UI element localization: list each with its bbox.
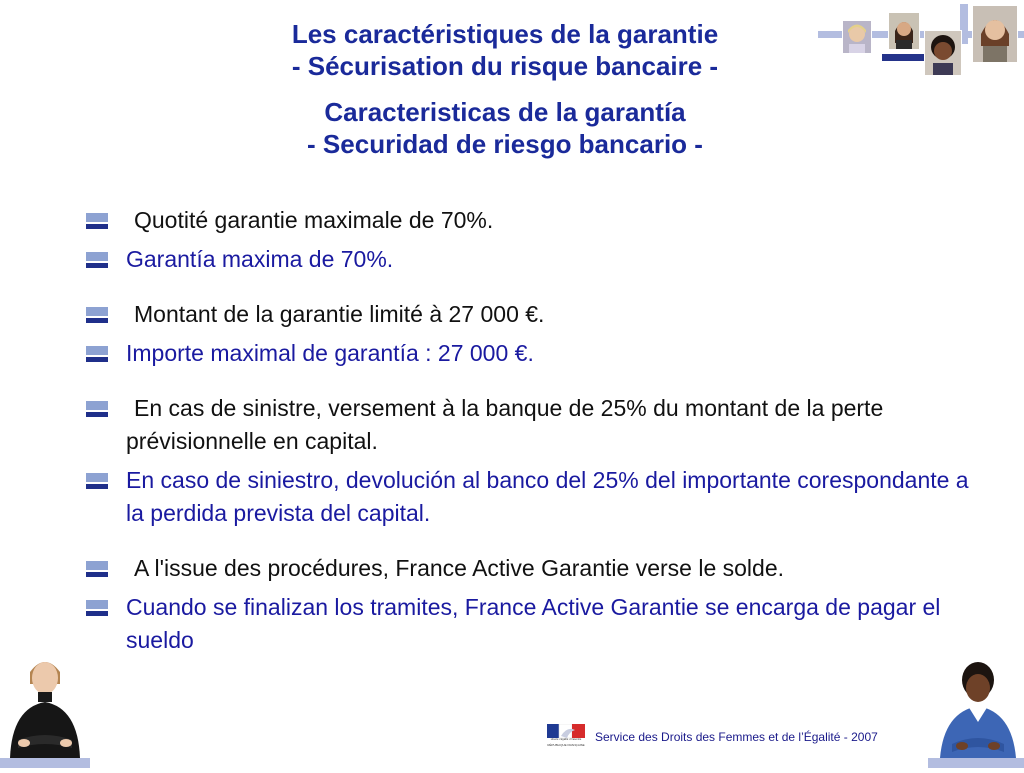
portrait-photo-4 [972, 5, 1018, 63]
bullet-text: Montant de la garantie limité à 27 000 €. [134, 301, 545, 327]
republique-francaise-logo [545, 724, 587, 752]
bullet-text: Garantía maxima de 70%. [126, 246, 394, 272]
bullet-marker-icon [86, 252, 108, 268]
bullet-marker-icon [86, 213, 108, 229]
footer-credit: Service des Droits des Femmes et de l’Égalité - 2007 [595, 730, 878, 744]
bullet-item-es-3 [86, 464, 976, 530]
bullet-text: Cuando se finalizan los tramites, France Active Garantie se encarga de pagar el sueldo [126, 594, 941, 653]
bullet-text: En caso de siniestro, devolución al banco del 25% del importante corespondante a la perdida prevista del capital. [126, 467, 969, 526]
title-fr-line1: Les caractéristiques de la garantie [291, 19, 719, 49]
footer [545, 722, 935, 750]
title-es-line2: - Securidad de riesgo bancario - [307, 129, 703, 159]
bullet-item-fr-4 [86, 552, 976, 585]
bullet-marker-icon [86, 561, 108, 577]
bullet-marker-icon [86, 401, 108, 417]
bullet-item-fr-2 [86, 298, 976, 331]
bullet-item-fr-3 [86, 392, 976, 458]
bullet-text: A l'issue des procédures, France Active Garantie verse le solde. [134, 555, 784, 581]
logo-subcaption: RÉPUBLIQUE FRANÇAISE [547, 743, 585, 747]
woman-figure-left [0, 650, 90, 768]
bullet-marker-icon [86, 307, 108, 323]
portrait-photo-1 [842, 20, 872, 54]
bullet-list [86, 204, 976, 657]
portrait-photo-3 [924, 30, 962, 76]
bullet-marker-icon [86, 473, 108, 489]
title-es-line1: Caracteristicas de la garantía [324, 97, 686, 127]
title-spacer [150, 82, 860, 96]
bullet-item-es-1 [86, 243, 976, 276]
bullet-marker-icon [86, 600, 108, 616]
slide-title [150, 18, 860, 160]
bullet-text: En cas de sinistre, versement à la banque de 25% du montant de la perte prévisionnelle en capital. [126, 395, 884, 454]
bullet-marker-icon [86, 346, 108, 362]
title-fr-line2: - Sécurisation du risque bancaire - [291, 51, 719, 81]
bullet-item-es-4 [86, 591, 976, 657]
bullet-item-es-2 [86, 337, 976, 370]
bullet-text: Importe maximal de garantía : 27 000 €. [126, 340, 534, 366]
woman-figure-right [928, 660, 1024, 768]
portrait-photo-2 [888, 12, 920, 50]
logo-caption: Liberté • Égalité • Fraternité [550, 738, 582, 741]
bullet-item-fr-1 [86, 204, 976, 237]
bullet-text: Quotité garantie maximale de 70%. [134, 207, 494, 233]
